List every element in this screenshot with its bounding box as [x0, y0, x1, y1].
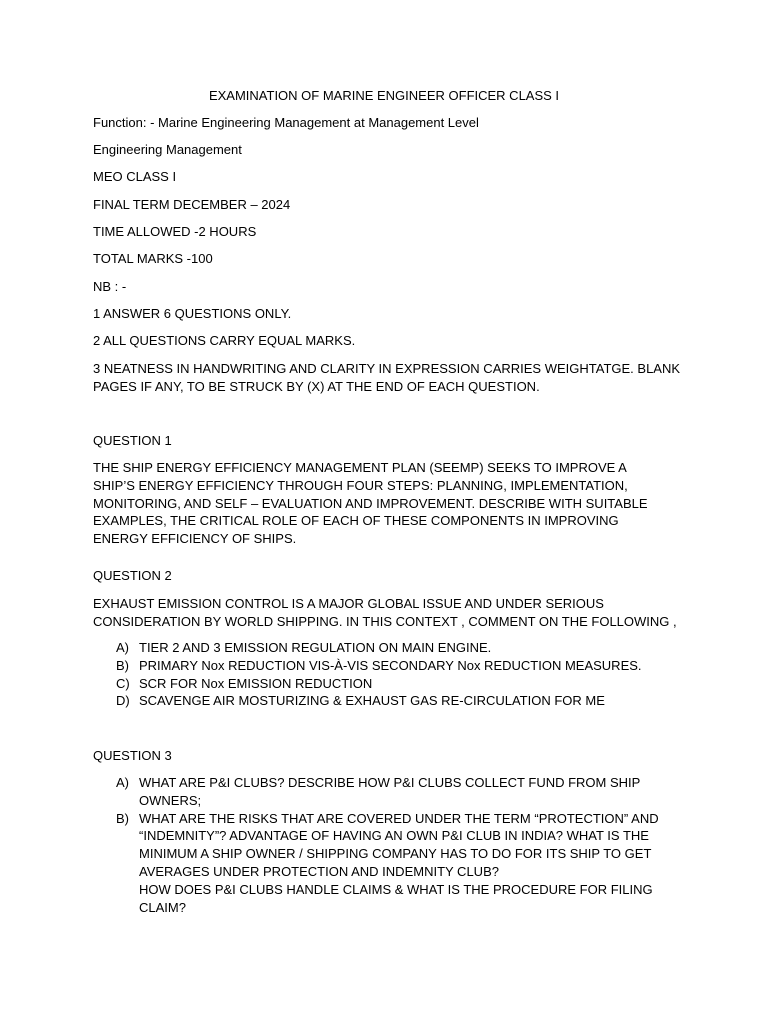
note-item: 2 ALL QUESTIONS CARRY EQUAL MARKS.: [93, 333, 356, 348]
item-continuation: HOW DOES P&I CLUBS HANDLE CLAIMS & WHAT IS THE PROCEDURE FOR FILING CLAIM?: [139, 881, 653, 915]
total-marks-line: TOTAL MARKS -100: [93, 251, 213, 266]
notes-label: NB : -: [93, 279, 127, 294]
list-item: [116, 810, 676, 881]
page-title: EXAMINATION OF MARINE ENGINEER OFFICER CLASS I: [208, 88, 560, 103]
list-item: [116, 692, 642, 710]
note-item: 1 ANSWER 6 QUESTIONS ONLY.: [93, 306, 292, 321]
item-marker: C): [116, 675, 130, 691]
item-text: SCAVENGE AIR MOSTURIZING & EXHAUST GAS RE-CIRCULATION FOR ME: [139, 693, 605, 709]
subject-line: Engineering Management: [93, 142, 242, 157]
list-item: [116, 774, 676, 810]
question-heading: QUESTION 1: [93, 433, 172, 448]
item-text: PRIMARY Nox REDUCTION VIS-À-VIS SECONDARY Nox REDUCTION MEASURES.: [139, 657, 642, 673]
item-marker: A): [116, 775, 129, 790]
question-text: THE SHIP ENERGY EFFICIENCY MANAGEMENT PLAN (SEEMP) SEEKS TO IMPROVE A SHIP’S ENERGY EFFICIENCY THROUGH FOUR STEPS: PLANNING, IMPLEMENTATION, MONITORING, AND SELF – EVALUATION AND IMPROVEMENT. DESCRIBE WITH SUITABLE EXAMPLES, THE CRITICAL ROLE OF EACH OF THESE COMPONENTS IN IMPROVING ENERGY EFFICIENCY OF SHIPS.: [93, 460, 648, 547]
list-item: [116, 675, 642, 693]
note-item: 3 NEATNESS IN HANDWRITING AND CLARITY IN EXPRESSION CARRIES WEIGHTATGE. BLANK PAGES IF ANY, TO BE STRUCK BY (X) AT THE END OF EACH QUESTION.: [93, 361, 681, 394]
item-text: WHAT ARE THE RISKS THAT ARE COVERED UNDER THE TERM “PROTECTION” AND “INDEMNITY”? ADVANTAGE OF HAVING AN OWN P&I CLUB IN INDIA? WHAT IS THE MINIMUM A SHIP OWNER / SHIPPING COMPANY HAS TO DO FOR ITS SHIP TO GET AVERAGES UNDER PROTECTION AND INDEMNITY CLUB?: [139, 810, 659, 879]
list-item: [116, 657, 642, 675]
term-line: FINAL TERM DECEMBER – 2024: [93, 197, 291, 212]
question-heading: QUESTION 2: [93, 568, 172, 583]
list-item: [116, 881, 676, 917]
class-line: MEO CLASS I: [93, 169, 177, 184]
item-text: WHAT ARE P&I CLUBS? DESCRIBE HOW P&I CLUBS COLLECT FUND FROM SHIP OWNERS;: [139, 775, 641, 808]
time-allowed-line: TIME ALLOWED -2 HOURS: [93, 224, 257, 239]
question-subitems: [116, 774, 676, 916]
item-marker: A): [116, 640, 129, 655]
item-text: SCR FOR Nox EMISSION REDUCTION: [139, 675, 373, 691]
item-marker: B): [116, 810, 129, 826]
item-marker: D): [116, 693, 130, 709]
question-subitems: [116, 639, 642, 710]
item-marker: B): [116, 657, 129, 673]
question-text: EXHAUST EMISSION CONTROL IS A MAJOR GLOBAL ISSUE AND UNDER SERIOUS CONSIDERATION BY WORLD SHIPPING. IN THIS CONTEXT , COMMENT ON THE FOLLOWING ,: [93, 596, 677, 629]
question-heading: QUESTION 3: [93, 748, 172, 763]
item-text: TIER 2 AND 3 EMISSION REGULATION ON MAIN ENGINE.: [139, 640, 492, 655]
list-item: [116, 639, 642, 657]
function-line: Function: - Marine Engineering Management at Management Level: [93, 115, 479, 130]
